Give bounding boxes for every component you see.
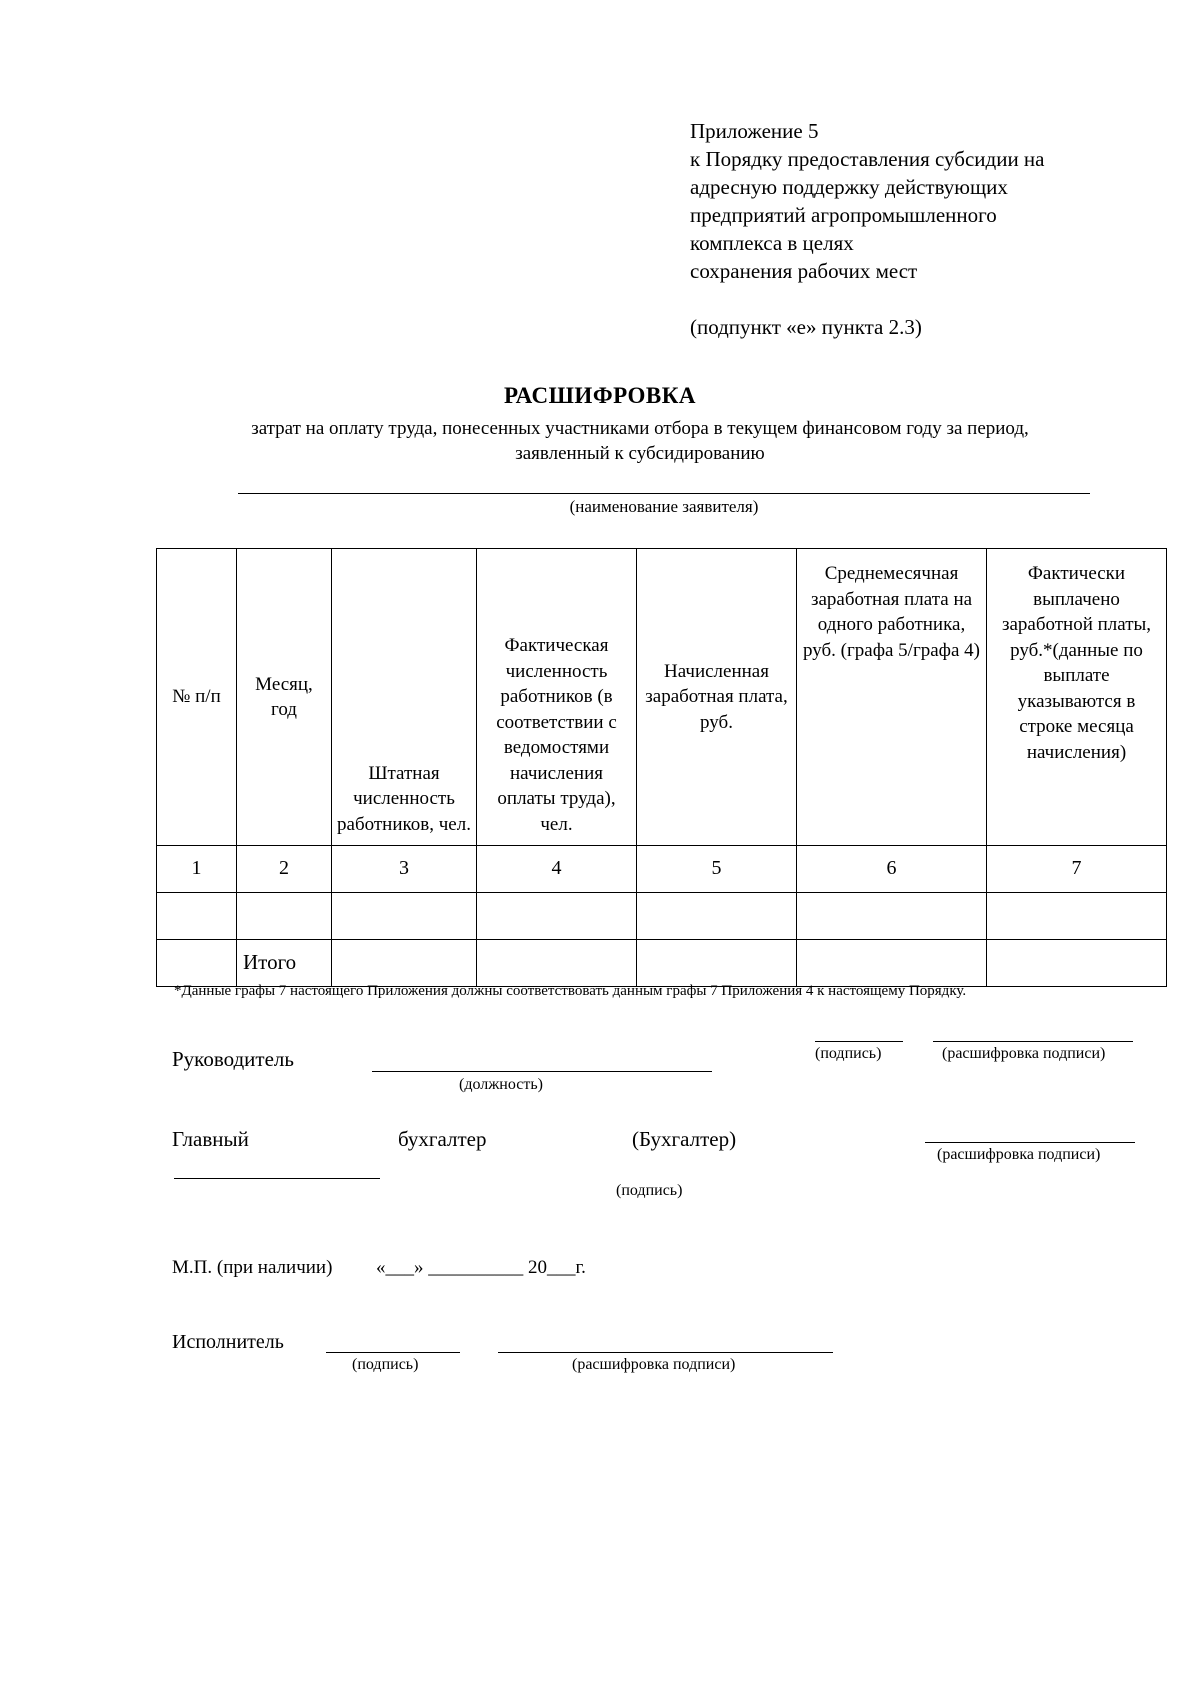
- appendix-line: адресную поддержку действующих: [690, 175, 1008, 199]
- subtitle-line: затрат на оплату труда, понесенных участниками отбора в текущем финансовом году за период,: [251, 418, 1029, 439]
- table-row: [157, 893, 1167, 940]
- stamp-label: М.П. (при наличии): [172, 1257, 333, 1278]
- column-header: Начисленная заработная плата, руб.: [637, 549, 797, 846]
- table-cell[interactable]: [237, 893, 332, 940]
- column-number: 2: [237, 846, 332, 893]
- column-number: 6: [797, 846, 987, 893]
- chief-label-word: бухгалтер: [398, 1127, 487, 1151]
- appendix-line: Приложение 5: [690, 119, 819, 143]
- head-label: Руководитель: [172, 1047, 294, 1071]
- decoding-caption: (расшифровка подписи): [942, 1045, 1106, 1062]
- table-cell[interactable]: [332, 893, 477, 940]
- head-signature-line[interactable]: [815, 1041, 903, 1042]
- column-header: Среднемесячная заработная плата на одного работника, руб. (графа 5/графа 4): [797, 549, 987, 846]
- applicant-caption: (наименование заявителя): [569, 497, 759, 516]
- signature-caption: (подпись): [616, 1182, 683, 1199]
- column-number: 5: [637, 846, 797, 893]
- table-cell[interactable]: [987, 893, 1167, 940]
- executor-decoding-line[interactable]: [498, 1352, 833, 1353]
- chief-decoding-line[interactable]: [925, 1142, 1135, 1143]
- executor-signature-line[interactable]: [326, 1352, 460, 1353]
- table-cell[interactable]: [157, 893, 237, 940]
- subtitle-line: заявленный к субсидированию: [515, 443, 765, 464]
- total-label: Итого: [237, 940, 332, 987]
- decoding-caption: (расшифровка подписи): [937, 1146, 1101, 1163]
- document-subtitle: [150, 416, 1130, 466]
- appendix-line: сохранения рабочих мест: [690, 259, 918, 283]
- appendix-clause: (подпункт «е» пункта 2.3): [690, 315, 922, 339]
- table-cell[interactable]: [477, 893, 637, 940]
- table-cell[interactable]: [637, 893, 797, 940]
- table-header-row: [157, 549, 1167, 846]
- column-number: 7: [987, 846, 1167, 893]
- cost-table: [156, 548, 1167, 987]
- head-decoding-line[interactable]: [933, 1041, 1133, 1042]
- column-header: Штатная численность работников, чел.: [332, 549, 477, 846]
- table-cell[interactable]: [797, 893, 987, 940]
- head-position-line[interactable]: [372, 1071, 712, 1072]
- table-cell[interactable]: [987, 940, 1167, 987]
- table-cell[interactable]: [637, 940, 797, 987]
- decoding-caption: (расшифровка подписи): [572, 1356, 736, 1373]
- column-header: Месяц, год: [237, 549, 332, 846]
- appendix-header: [690, 117, 1120, 341]
- table-cell[interactable]: [332, 940, 477, 987]
- document-title: РАСШИФРОВКА: [503, 383, 696, 408]
- signature-caption: (подпись): [815, 1045, 882, 1062]
- total-row: [157, 940, 1167, 987]
- column-header: № п/п: [157, 549, 237, 846]
- executor-label: Исполнитель: [172, 1331, 284, 1353]
- applicant-name-line[interactable]: [238, 493, 1090, 494]
- column-number: 4: [477, 846, 637, 893]
- appendix-line: предприятий агропромышленного: [690, 203, 997, 227]
- footnote: *Данные графы 7 настоящего Приложения должны соответствовать данным графы 7 Приложения 4 к настоящему Порядку.: [174, 983, 967, 999]
- column-header: Фактическая численность работников (в соответствии с ведомостями начисления оплаты труда), чел.: [477, 549, 637, 846]
- date-field[interactable]: «___» __________ 20___г.: [376, 1257, 586, 1278]
- signature-caption: (подпись): [352, 1356, 419, 1373]
- table-cell[interactable]: [797, 940, 987, 987]
- chief-signature-line[interactable]: [174, 1178, 380, 1179]
- appendix-line: к Порядку предоставления субсидии на: [690, 147, 1045, 171]
- column-header: Фактически выплачено заработной платы, руб.*(данные по выплате указываются в строке месяца начисления): [987, 549, 1167, 846]
- chief-label-word: (Бухгалтер): [632, 1127, 737, 1151]
- column-number: 3: [332, 846, 477, 893]
- column-number: 1: [157, 846, 237, 893]
- position-caption: (должность): [459, 1076, 543, 1093]
- table-cell[interactable]: [477, 940, 637, 987]
- table-cell[interactable]: [157, 940, 237, 987]
- chief-label-word: Главный: [172, 1127, 249, 1151]
- appendix-line: комплекса в целях: [690, 231, 854, 255]
- table-row: [157, 846, 1167, 893]
